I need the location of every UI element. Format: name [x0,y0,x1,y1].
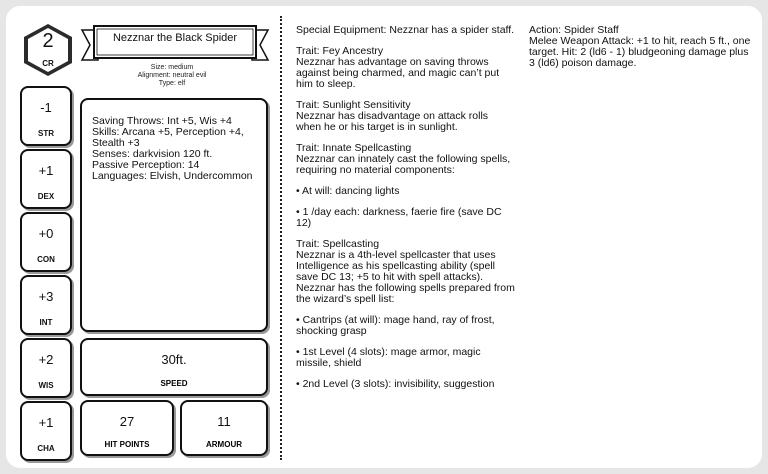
stat-str [20,86,72,146]
spell-cantrips: • Cantrips (at will): mage hand, ray of frost, shocking grasp [296,314,495,337]
armour-value: 11 [217,414,231,429]
trait-sunlight-sensitivity [296,100,516,133]
armour-box [180,400,268,456]
monster-meta [102,64,242,88]
trait-text: Nezznar is a 4th-level spellcaster that uses Intelligence as his spellcasting ability (spell save DC 13; +5 to hit with spell attacks). Nezznar has the following spells prepared from the wizard’s spell list: [296,249,515,305]
hit-points-value: 27 [119,414,135,429]
trait-text: Nezznar has disadvantage on attack rolls when he or his target is in sunlight. [296,110,489,133]
cr-value: 2 [42,30,54,52]
skills-line-2: Stealth +3 [92,137,140,149]
languages: Languages: Elvish, Undercommon [92,170,253,182]
senses: Senses: darkvision 120 ft. [92,148,213,160]
traits-column [296,25,516,400]
stat-label: INT [39,318,53,327]
stat-value: -1 [40,100,52,115]
alignment-text: Alignment: neutral evil [137,72,207,79]
trait-text: Nezznar has advantage on saving throws against being charmed, and magic can’t put him to sleep. [296,56,500,90]
spell-one-per-day: • 1 /day each: darkness, faerie fire (save DC 12) [296,206,502,229]
speed-box [80,338,268,396]
stat-value: +1 [38,163,54,178]
stat-label: DEX [37,192,55,201]
stat-cha [20,401,72,461]
banner-icon [80,24,270,66]
stat-value: +3 [38,289,54,304]
hit-points-box [80,400,174,456]
hit-points-label: HIT POINTS [104,440,150,449]
trait-spellcasting [296,239,516,305]
stat-wis [20,338,72,398]
action-title: Action: Spider Staff [529,24,619,36]
speed-value: 30ft. [161,352,187,367]
saving-throws: Saving Throws: Int +5, Wis +4 [92,115,232,127]
name-banner [80,24,270,66]
stat-int [20,275,72,335]
stat-label: CHA [37,444,55,453]
special-equipment: Special Equipment: Nezznar has a spider staff. [296,24,515,36]
stat-card [6,6,762,468]
speed-label: SPEED [160,379,188,388]
stat-label: WIS [38,381,54,390]
trait-title: Trait: Sunlight Sensitivity [296,99,411,111]
spell-level-2: • 2nd Level (3 slots): invisibility, suggestion [296,378,495,390]
cr-label: CR [42,59,54,68]
skills-line-1: Skills: Arcana +5, Perception +4, [92,126,244,138]
spell-at-will: • At will: dancing lights [296,185,400,197]
actions-column [529,25,751,69]
stat-label: CON [37,255,55,264]
spell-level-1: • 1st Level (4 slots): mage armor, magic missile, shield [296,346,481,369]
stat-label: STR [38,129,54,138]
stat-value: +2 [38,352,54,367]
trait-title: Trait: Fey Ancestry [296,45,384,57]
trait-text: Nezznar can innately cast the following spells, requiring no material components: [296,153,511,176]
stat-value: +1 [38,415,54,430]
trait-title: Trait: Innate Spellcasting [296,142,412,154]
monster-name: Nezznar the Black Spider [112,32,238,44]
challenge-rating [20,22,76,78]
column-divider [280,16,282,460]
stat-value: +0 [38,226,54,241]
armour-label: ARMOUR [206,440,242,449]
stat-dex [20,149,72,209]
stat-con [20,212,72,272]
passive-perception: Passive Perception: 14 [92,159,200,171]
info-box [80,98,268,332]
action-text: Melee Weapon Attack: +1 to hit, reach 5 ft., one target. Hit: 2 (ld6 - 1) bludgeoning damage plus 3 (ld6) poison damage. [529,35,751,69]
type-text: Type: elf [158,80,186,87]
trait-fey-ancestry [296,46,516,90]
trait-innate-spellcasting [296,143,516,176]
size-text: Size: medium [150,64,194,71]
trait-title: Trait: Spellcasting [296,238,380,250]
